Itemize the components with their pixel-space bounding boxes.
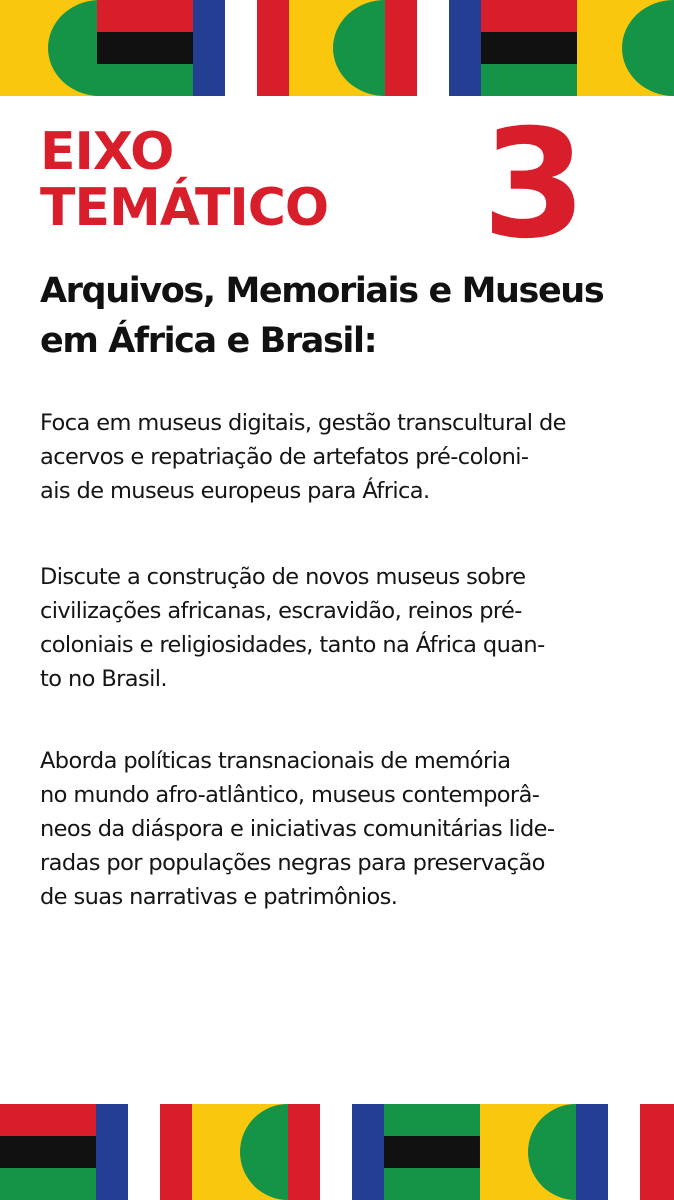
eixo-number: 3	[482, 98, 583, 272]
bottom-flag-band	[0, 1104, 674, 1200]
heading	[40, 98, 640, 272]
paragraph-2: Discute a construção de novos museus sobre civilizações africanas, escravidão, reinos pré- coloniais e religiosidades, tanto na África quan- to no Brasil.	[40, 564, 545, 692]
paragraph-3: Aborda políticas transnacionais de memória no mundo afro-atlântico, museus contemporâ- neos da diáspora e iniciativas comunitárias lide- radas por populações negras para preservação de suas narrativas e patrimônios.	[40, 748, 555, 910]
top-flag-band	[0, 0, 674, 96]
paragraph-1: Foca em museus digitais, gestão transcultural de acervos e repatriação de artefatos pré-coloni- ais de museus europeus para África.	[40, 410, 566, 504]
subtitle: Arquivos, Memoriais e Museus em África e Brasil:	[40, 271, 604, 361]
eixo-title: EIXO TEMÁTICO	[40, 122, 329, 238]
